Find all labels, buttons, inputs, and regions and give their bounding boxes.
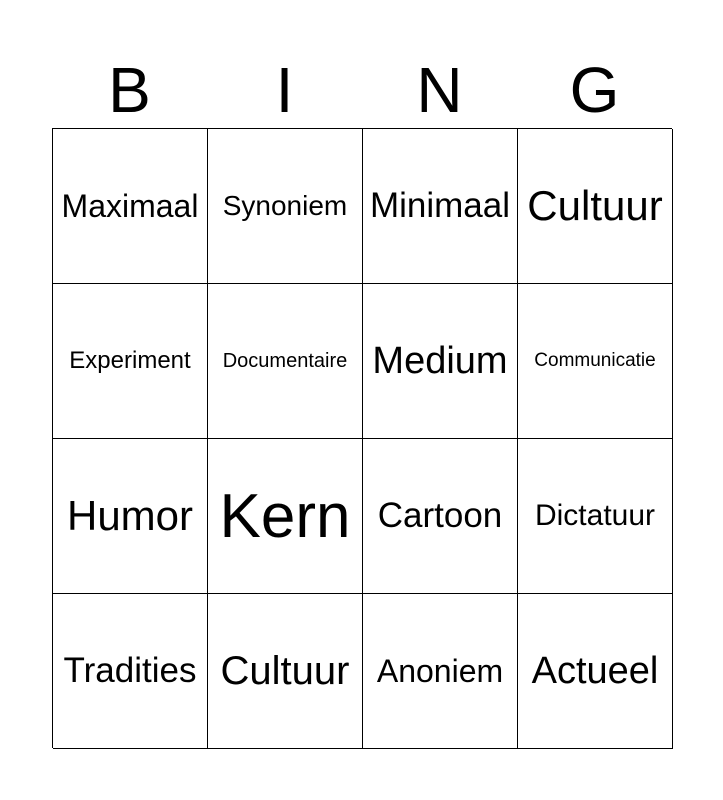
header-letter-g: G	[569, 54, 620, 126]
bingo-cell[interactable]	[518, 284, 673, 439]
bingo-cell[interactable]	[208, 439, 363, 594]
cell-word: Experiment	[69, 347, 191, 374]
bingo-cell[interactable]	[53, 439, 208, 594]
header-letter-i: I	[275, 54, 294, 126]
header-letter-n: N	[416, 54, 463, 126]
cell-word: Dictatuur	[534, 499, 656, 532]
bingo-cell[interactable]	[363, 129, 518, 284]
bingo-cell[interactable]	[518, 439, 673, 594]
cell-word: Cartoon	[377, 496, 503, 535]
bingo-cell[interactable]	[208, 129, 363, 284]
cell-word: Humor	[66, 492, 194, 539]
bingo-cell[interactable]	[363, 284, 518, 439]
cell-word: Cultuur	[527, 182, 663, 229]
bingo-header	[52, 52, 672, 128]
cell-word: Minimaal	[369, 186, 511, 225]
cell-word: Tradities	[63, 651, 197, 690]
header-letter-b: B	[108, 54, 151, 126]
bingo-board	[52, 128, 672, 748]
cell-word: Maximaal	[61, 187, 199, 224]
bingo-cell[interactable]	[53, 594, 208, 749]
bingo-cell[interactable]	[518, 594, 673, 749]
cell-word: Synoniem	[222, 190, 348, 221]
bingo-cell[interactable]	[363, 439, 518, 594]
cell-word: Documentaire	[222, 349, 348, 372]
cell-word: Anoniem	[376, 652, 504, 689]
bingo-cell[interactable]	[208, 594, 363, 749]
bingo-cell[interactable]	[53, 129, 208, 284]
bingo-cell[interactable]	[518, 129, 673, 284]
cell-word: Cultuur	[220, 648, 350, 693]
cell-word: Actueel	[531, 649, 659, 692]
bingo-cell[interactable]	[363, 594, 518, 749]
cell-word: Kern	[219, 481, 351, 551]
bingo-cell[interactable]	[208, 284, 363, 439]
cell-word: Medium	[372, 339, 508, 382]
cell-word: Communicatie	[534, 350, 656, 371]
bingo-cell[interactable]	[53, 284, 208, 439]
